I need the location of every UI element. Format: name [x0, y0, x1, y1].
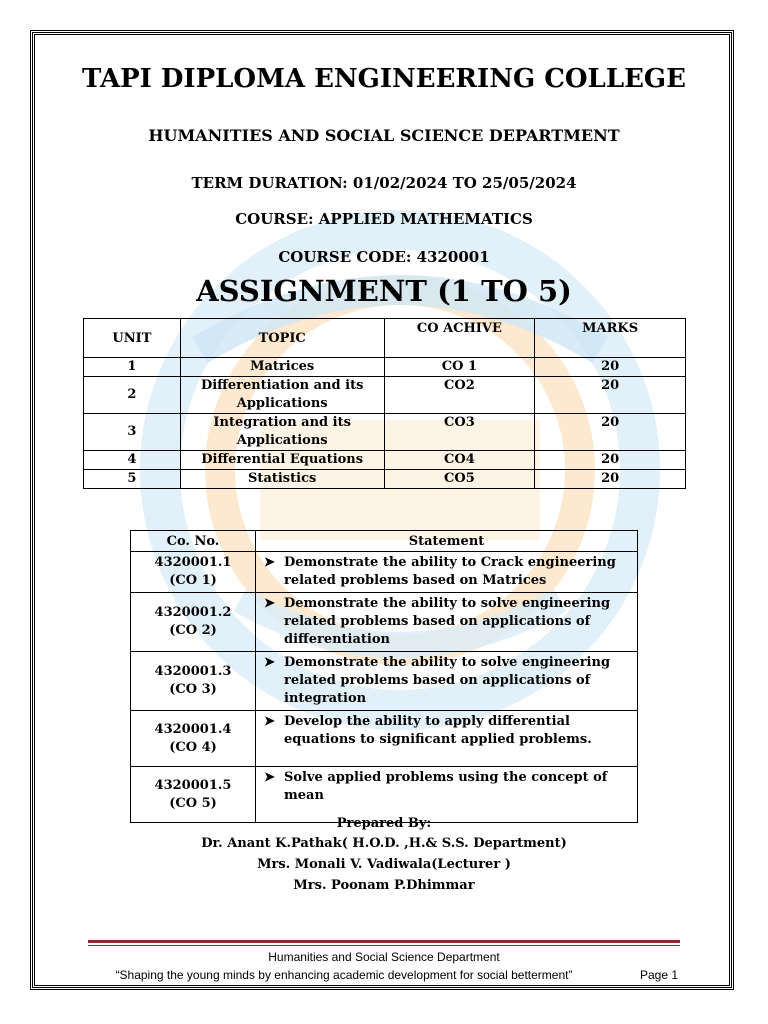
unit-table-header [84, 319, 686, 358]
co-number: 4320001.3 [154, 664, 232, 679]
co-number-cell [131, 593, 256, 652]
co-label: (CO 1) [169, 573, 217, 588]
prepared-by-label: Prepared By: [336, 816, 432, 831]
co-cell: CO3 [384, 414, 535, 451]
topic-cell: Differential Equations [180, 451, 384, 470]
unit-table [83, 318, 686, 489]
co-number: 4320001.2 [154, 605, 232, 620]
table-row [131, 711, 638, 767]
co-label: (CO 2) [169, 623, 217, 638]
co-cell: CO2 [384, 377, 535, 414]
preparer-name: Mrs. Poonam P.Dhimmar [293, 878, 475, 893]
footer-rule-thin [88, 945, 680, 946]
unit-cell: 1 [84, 358, 181, 377]
course-name: COURSE: APPLIED MATHEMATICS [235, 210, 533, 228]
table-row [84, 414, 686, 451]
co-table-header [131, 531, 638, 552]
arrow-bullet-icon: ➤ [264, 714, 275, 729]
preparer-name: Dr. Anant K.Pathak( H.O.D. ,H.& S.S. Department) [201, 836, 567, 851]
co-achive-header: CO ACHIVE [384, 319, 535, 358]
marks-cell: 20 [535, 451, 686, 470]
co-no-header: Co. No. [131, 531, 256, 552]
table-row [131, 767, 638, 823]
co-number-cell [131, 711, 256, 767]
co-number-cell [131, 552, 256, 593]
co-label: (CO 5) [169, 795, 217, 811]
co-cell: CO5 [384, 470, 535, 489]
topic-cell: Matrices [180, 358, 384, 377]
unit-cell: 5 [84, 470, 181, 489]
marks-cell: 20 [535, 414, 686, 451]
statement-cell [256, 552, 638, 593]
course-code: COURSE CODE: 4320001 [278, 248, 490, 266]
statement-text: Solve applied problems using the concept of mean [284, 770, 608, 803]
arrow-bullet-icon: ➤ [264, 555, 275, 570]
arrow-bullet-icon: ➤ [264, 596, 275, 611]
table-row [84, 451, 686, 470]
table-row [131, 593, 638, 652]
statement-text: Demonstrate the ability to solve engineering related problems based on applications of differentiation [284, 596, 611, 647]
statement-text: Demonstrate the ability to solve engineering related problems based on applications of integration [284, 655, 611, 706]
arrow-bullet-icon: ➤ [264, 770, 275, 785]
statement-text: Develop the ability to apply differential equations to significant applied problems. [284, 714, 592, 747]
statement-cell [256, 652, 638, 711]
co-cell: CO4 [384, 451, 535, 470]
footer-department: Humanities and Social Science Department [268, 950, 500, 964]
co-label: (CO 3) [169, 682, 217, 697]
footer-motto: “Shaping the young minds by enhancing academic development for social betterment” [115, 968, 573, 982]
department-title: HUMANITIES AND SOCIAL SCIENCE DEPARTMENT [148, 126, 620, 145]
unit-cell: 4 [84, 451, 181, 470]
assignment-title: ASSIGNMENT (1 TO 5) [196, 274, 572, 308]
topic-cell: Statistics [180, 470, 384, 489]
marks-cell: 20 [535, 470, 686, 489]
marks-cell: 20 [535, 377, 686, 414]
statement-text: Demonstrate the ability to Crack engineering related problems based on Matrices [284, 555, 616, 588]
arrow-bullet-icon: ➤ [264, 655, 275, 670]
topic-header: TOPIC [180, 319, 384, 358]
unit-cell: 2 [84, 377, 181, 414]
unit-header: UNIT [84, 319, 181, 358]
topic-cell: Integration and its Applications [180, 414, 384, 451]
statement-cell [256, 711, 638, 767]
statement-cell [256, 767, 638, 823]
co-number: 4320001.5 [154, 777, 232, 793]
co-number: 4320001.4 [154, 721, 232, 737]
co-number-cell [131, 767, 256, 823]
co-cell: CO 1 [384, 358, 535, 377]
college-name: TAPI DIPLOMA ENGINEERING COLLEGE [82, 64, 686, 94]
preparer-name: Mrs. Monali V. Vadiwala(Lecturer ) [257, 857, 511, 872]
co-number: 4320001.1 [154, 555, 232, 570]
table-row [131, 552, 638, 593]
table-row [131, 652, 638, 711]
course-outcome-table [130, 530, 638, 823]
statement-header: Statement [256, 531, 638, 552]
term-duration: TERM DURATION: 01/02/2024 TO 25/05/2024 [191, 174, 577, 192]
unit-cell: 3 [84, 414, 181, 451]
page-number: Page 1 [640, 968, 679, 982]
table-row [84, 470, 686, 489]
statement-cell [256, 593, 638, 652]
footer-rule [88, 940, 680, 943]
co-label: (CO 4) [169, 739, 217, 755]
co-number-cell [131, 652, 256, 711]
table-row [84, 358, 686, 377]
marks-cell: 20 [535, 358, 686, 377]
topic-cell: Differentiation and its Applications [180, 377, 384, 414]
marks-header: MARKS [535, 319, 686, 358]
table-row [84, 377, 686, 414]
